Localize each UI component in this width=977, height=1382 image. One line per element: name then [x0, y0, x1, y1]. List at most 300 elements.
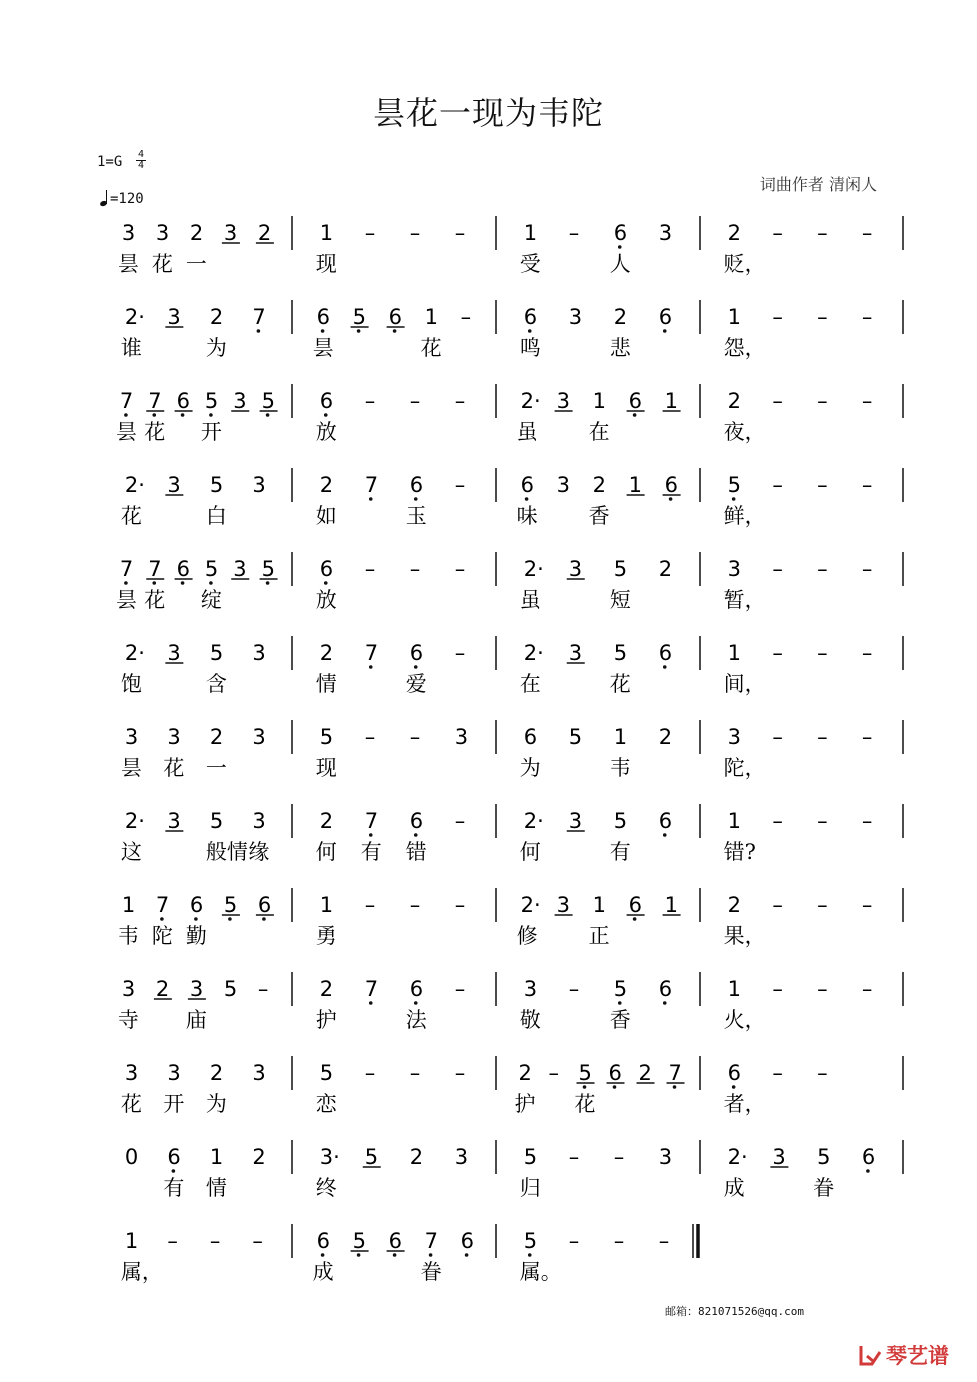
low-octave-dot: [673, 1085, 677, 1089]
low-octave-dot: [618, 1001, 622, 1005]
jianpu-note: –: [454, 221, 466, 245]
jianpu-note: 6: [388, 305, 402, 329]
jianpu-note: 6: [727, 1061, 742, 1085]
jianpu-note: 3·: [319, 1145, 340, 1169]
jianpu-note: 2·: [523, 557, 544, 581]
jianpu-note: 7: [364, 977, 379, 1001]
jianpu-note: –: [861, 809, 873, 833]
jianpu-note: 1: [592, 893, 606, 917]
jianpu-note: 3: [223, 221, 238, 245]
jianpu-note: 3: [658, 221, 673, 245]
jianpu-note: 3: [167, 305, 181, 329]
jianpu-note: –: [409, 725, 421, 749]
jianpu-note: –: [861, 725, 873, 749]
lyric-char: 火，: [723, 1008, 766, 1032]
jianpu-note: 5: [364, 1145, 379, 1169]
jianpu-note: 6: [409, 977, 424, 1001]
low-octave-dot: [528, 1253, 532, 1257]
lyric-char: 一: [205, 756, 227, 780]
jianpu-note: –: [861, 977, 873, 1001]
jianpu-note: 3: [233, 389, 247, 413]
jianpu-note: 3: [167, 1061, 181, 1085]
jianpu-note: –: [409, 389, 421, 413]
low-octave-dot: [369, 497, 373, 501]
jianpu-note: –: [772, 1061, 783, 1085]
jianpu-note: –: [548, 1061, 559, 1085]
jianpu-note: 5: [261, 557, 275, 581]
jianpu-note: –: [861, 221, 873, 245]
logo-text: 琴艺谱: [886, 1344, 949, 1368]
lyric-char: 间，: [723, 672, 766, 696]
lyric-char: 夜，: [723, 420, 766, 444]
jianpu-note: 2: [638, 1061, 652, 1085]
jianpu-note: 1: [727, 305, 742, 329]
jianpu-note: –: [568, 1145, 580, 1169]
lyric-char: 暂，: [723, 588, 766, 612]
lyric-char: 昙: [115, 588, 137, 612]
jianpu-note: 3: [252, 725, 266, 749]
jianpu-note: 3: [556, 473, 570, 497]
jianpu-note: –: [817, 977, 828, 1001]
jianpu-note: –: [454, 557, 466, 581]
jianpu-note: 5: [204, 389, 219, 413]
lyric-char: 果，: [723, 924, 766, 948]
jianpu-note: 2: [592, 473, 606, 497]
jianpu-note: 3: [233, 557, 247, 581]
low-octave-dot: [209, 413, 213, 417]
low-octave-dot: [152, 581, 156, 585]
jianpu-note: 3: [556, 893, 570, 917]
lyric-char: 有: [163, 1176, 185, 1200]
jianpu-note: 3: [252, 1061, 266, 1085]
jianpu-note: –: [817, 557, 828, 581]
jianpu-note: 3: [523, 977, 538, 1001]
lyric-char: 正: [588, 924, 610, 948]
low-octave-dot: [583, 1085, 587, 1089]
jianpu-note: 7: [119, 557, 134, 581]
jianpu-note: 2: [209, 1061, 224, 1085]
jianpu-note: –: [364, 389, 376, 413]
jianpu-note: 2: [658, 725, 673, 749]
time-signature-top: 4: [137, 149, 145, 160]
jianpu-note: 7: [364, 473, 379, 497]
lyric-char: 花: [120, 504, 142, 528]
jianpu-note: 5: [727, 473, 742, 497]
jianpu-note: 2: [257, 221, 272, 245]
jianpu-note: 7: [148, 389, 162, 413]
lyric-char: 在: [588, 420, 610, 444]
lyric-char: 属，: [120, 1260, 163, 1284]
low-octave-dot: [663, 833, 667, 837]
lyric-char: 花: [574, 1092, 596, 1116]
jianpu-note: –: [613, 1145, 625, 1169]
low-octave-dot: [357, 329, 361, 333]
jianpu-note: 1: [124, 1229, 139, 1253]
lyric-char: 庙: [185, 1008, 207, 1032]
jianpu-note: 3: [121, 221, 136, 245]
jianpu-note: 2: [252, 1145, 266, 1169]
tempo-value: =120: [110, 191, 144, 207]
jianpu-note: 2: [189, 221, 204, 245]
jianpu-note: 3: [252, 473, 266, 497]
lyric-char: 缘: [248, 840, 270, 864]
low-octave-dot: [525, 497, 529, 501]
low-octave-dot: [414, 665, 418, 669]
jianpu-note: –: [409, 1061, 421, 1085]
low-octave-dot: [414, 833, 418, 837]
jianpu-note: 7: [364, 641, 379, 665]
jianpu-note: 5: [261, 389, 275, 413]
jianpu-note: 6: [176, 389, 190, 413]
jianpu-note: –: [861, 389, 873, 413]
jianpu-note: 3: [454, 725, 469, 749]
jianpu-note: 6: [608, 1061, 622, 1085]
low-octave-dot: [181, 413, 185, 417]
jianpu-note: 1: [613, 725, 628, 749]
jianpu-note: 5: [204, 557, 219, 581]
lyric-char: 花: [420, 336, 442, 360]
jianpu-note: 6: [628, 893, 642, 917]
lyric-char: 归: [519, 1176, 541, 1200]
jianpu-note: –: [817, 1061, 828, 1085]
jianpu-note: 6: [189, 893, 204, 917]
jianpu-note: 7: [148, 557, 162, 581]
low-octave-dot: [324, 581, 328, 585]
lyric-char: 为: [205, 336, 227, 360]
lyric-char: 开: [163, 1092, 185, 1116]
jianpu-note: 6: [316, 305, 330, 329]
jianpu-note: –: [772, 221, 783, 245]
jianpu-note: –: [772, 305, 783, 329]
jianpu-note: 5: [352, 305, 366, 329]
jianpu-note: –: [817, 305, 828, 329]
low-octave-dot: [262, 917, 266, 921]
jianpu-note: 5: [209, 473, 224, 497]
low-octave-dot: [732, 497, 736, 501]
jianpu-note: 2: [727, 389, 742, 413]
logo-mark-icon: [858, 1342, 884, 1368]
jianpu-note: 2·: [523, 641, 544, 665]
jianpu-note: 6: [658, 809, 673, 833]
low-octave-dot: [209, 581, 213, 585]
jianpu-note: –: [409, 893, 421, 917]
jianpu-note: 3: [124, 725, 139, 749]
jianpu-note: 3: [658, 1145, 673, 1169]
low-octave-dot: [324, 413, 328, 417]
low-octave-dot: [613, 1085, 617, 1089]
jianpu-note: 7: [364, 809, 379, 833]
jianpu-note: 2: [727, 893, 742, 917]
jianpu-note: –: [252, 1229, 263, 1253]
lyric-char: 敬: [519, 1008, 541, 1032]
jianpu-note: 3: [167, 641, 181, 665]
low-octave-dot: [160, 917, 164, 921]
low-octave-dot: [393, 1253, 397, 1257]
lyric-char: 成: [312, 1260, 334, 1284]
jianpu-note: –: [772, 641, 783, 665]
jianpu-note: 2·: [727, 1145, 748, 1169]
jianpu-note: 6: [167, 1145, 181, 1169]
low-octave-dot: [369, 665, 373, 669]
lyric-char: 昙: [115, 420, 137, 444]
lyric-char: 花: [609, 672, 631, 696]
lyric-char: 终: [315, 1176, 337, 1200]
jianpu-note: –: [409, 221, 421, 245]
jianpu-note: 2: [319, 977, 334, 1001]
key-signature: 1=G: [97, 154, 123, 170]
jianpu-note: 2·: [124, 473, 145, 497]
jianpu-note: 6: [388, 1229, 402, 1253]
jianpu-note: 2·: [124, 809, 145, 833]
lyric-char: 花: [163, 756, 185, 780]
low-octave-dot: [669, 497, 673, 501]
jianpu-note: –: [772, 725, 783, 749]
jianpu-note: 2: [613, 305, 628, 329]
jianpu-note: 5: [209, 641, 224, 665]
jianpu-note: –: [364, 221, 376, 245]
lyric-char: 寺: [117, 1008, 139, 1032]
jianpu-note: 5: [613, 641, 628, 665]
jianpu-note: –: [817, 725, 828, 749]
jianpu-note: –: [454, 977, 466, 1001]
jianpu-note: 1: [121, 893, 136, 917]
jianpu-note: 2: [658, 557, 673, 581]
jianpu-note: –: [817, 221, 828, 245]
jianpu-note: 3: [124, 1061, 139, 1085]
jianpu-note: 2: [518, 1061, 532, 1085]
jianpu-note: –: [454, 389, 466, 413]
lyric-char: 何: [519, 840, 541, 864]
lyric-char: 放: [315, 420, 337, 444]
jianpu-note: 6: [861, 1145, 876, 1169]
lyric-char: 眷: [420, 1260, 442, 1284]
jianpu-note: 6: [523, 725, 538, 749]
low-octave-dot: [181, 581, 185, 585]
lyric-char: 韦: [609, 756, 631, 780]
jianpu-note: 6: [409, 641, 424, 665]
low-octave-dot: [663, 1001, 667, 1005]
jianpu-note: 6: [628, 389, 642, 413]
jianpu-note: 1: [424, 305, 438, 329]
jianpu-note: 1: [664, 389, 678, 413]
jianpu-note: –: [209, 1229, 221, 1253]
jianpu-note: –: [364, 1061, 376, 1085]
jianpu-note: –: [861, 557, 873, 581]
low-octave-dot: [663, 329, 667, 333]
jianpu-note: 2: [409, 1145, 424, 1169]
jianpu-note: –: [460, 305, 472, 329]
lyric-char: 鸣: [519, 336, 541, 360]
jianpu-note: 5: [613, 977, 628, 1001]
lyric-char: 饱: [120, 672, 142, 696]
jianpu-note: –: [568, 977, 580, 1001]
jianpu-note: –: [817, 893, 828, 917]
jianpu-note: 5: [209, 809, 224, 833]
lyric-char: 错: [405, 840, 427, 864]
lyric-char: 花: [120, 1092, 142, 1116]
jianpu-note: 6: [658, 305, 673, 329]
lyric-char: 味: [516, 504, 538, 528]
jianpu-note: 3: [556, 389, 570, 413]
jianpu-note: 0: [124, 1145, 139, 1169]
low-octave-dot: [633, 413, 637, 417]
jianpu-note: 1: [523, 221, 538, 245]
jianpu-note: 3: [167, 473, 181, 497]
lyric-char: 花: [151, 252, 173, 276]
low-octave-dot: [321, 1253, 325, 1257]
jianpu-note: –: [454, 1061, 466, 1085]
jianpu-note: 2·: [124, 641, 145, 665]
jianpu-note: 3: [167, 809, 181, 833]
lyric-char: 者，: [723, 1092, 766, 1116]
low-octave-dot: [732, 1085, 736, 1089]
jianpu-note: 2: [209, 725, 224, 749]
jianpu-note: –: [409, 557, 421, 581]
jianpu-note: –: [772, 473, 783, 497]
low-octave-dot: [124, 581, 128, 585]
lyric-char: 爱: [405, 672, 427, 696]
jianpu-note: 6: [658, 641, 673, 665]
low-octave-dot: [663, 665, 667, 669]
lyric-char: 虽: [519, 588, 541, 612]
jianpu-note: 3: [568, 305, 583, 329]
jianpu-note: 6: [316, 1229, 330, 1253]
low-octave-dot: [528, 329, 532, 333]
jianpu-note: 6: [176, 557, 190, 581]
lyric-char: 护: [514, 1092, 536, 1116]
jianpu-note: 5: [352, 1229, 366, 1253]
lyric-char: 虽: [516, 420, 538, 444]
low-octave-dot: [194, 917, 198, 921]
low-octave-dot: [618, 245, 622, 249]
lyric-char: 香: [588, 504, 610, 528]
jianpu-note: 2: [209, 305, 224, 329]
lyric-char: 何: [315, 840, 337, 864]
jianpu-note: 6: [319, 389, 334, 413]
low-octave-dot: [228, 917, 232, 921]
jianpu-note: –: [568, 1229, 580, 1253]
jianpu-note: –: [364, 893, 376, 917]
lyric-char: 陀: [151, 924, 173, 948]
jianpu-note: 6: [658, 977, 673, 1001]
jianpu-note: 3: [167, 725, 181, 749]
jianpu-note: 3: [121, 977, 136, 1001]
jianpu-note: 2·: [523, 809, 544, 833]
jianpu-note: –: [257, 977, 269, 1001]
lyric-char: 玉: [405, 504, 427, 528]
jianpu-note: 3: [727, 725, 742, 749]
lyric-char: 成: [723, 1176, 745, 1200]
jianpu-note: –: [772, 893, 783, 917]
lyric-char: 错?: [723, 840, 756, 864]
lyric-char: 为: [205, 1092, 227, 1116]
jianpu-note: 1: [727, 977, 742, 1001]
jianpu-note: 1: [727, 809, 742, 833]
jianpu-note: 2: [155, 977, 170, 1001]
lyric-char: 一: [185, 252, 207, 276]
jianpu-note: –: [772, 557, 783, 581]
jianpu-note: 2: [319, 641, 334, 665]
low-octave-dot: [465, 1253, 469, 1257]
lyric-char: 法: [405, 1008, 427, 1032]
lyric-char: 护: [315, 1008, 337, 1032]
lyric-char: 绽: [200, 588, 222, 612]
jianpu-note: 7: [155, 893, 170, 917]
jianpu-note: –: [861, 305, 873, 329]
composer-credit: 词曲作者 清闲人: [759, 175, 877, 194]
jianpu-note: 7: [119, 389, 134, 413]
lyric-char: 陀，: [723, 756, 766, 780]
lyric-char: 现: [315, 252, 337, 276]
low-octave-dot: [429, 1253, 433, 1257]
lyric-char: 放: [315, 588, 337, 612]
lyric-char: 昙: [117, 252, 139, 276]
jianpu-note: –: [772, 977, 783, 1001]
jianpu-note: 5: [613, 809, 628, 833]
jianpu-note: –: [454, 641, 466, 665]
jianpu-note: 3: [727, 557, 742, 581]
jianpu-note: 5: [578, 1061, 592, 1085]
low-octave-dot: [369, 1001, 373, 1005]
jianpu-note: 1: [592, 389, 606, 413]
jianpu-note: 3: [155, 221, 170, 245]
lyric-char: 短: [609, 588, 631, 612]
lyric-char: 韦: [117, 924, 139, 948]
time-signature-bottom: 4: [137, 160, 145, 171]
lyric-char: 情: [315, 672, 337, 696]
site-logo: [858, 1339, 958, 1371]
jianpu-note: 6: [520, 473, 534, 497]
jianpu-note: 3: [772, 1145, 786, 1169]
lyric-char: 情: [205, 1176, 227, 1200]
lyric-char: 怨，: [723, 336, 766, 360]
lyric-char: 在: [519, 672, 541, 696]
jianpu-note: 2·: [124, 305, 145, 329]
lyric-char: 勤: [185, 924, 207, 948]
jianpu-note: 2: [319, 809, 334, 833]
lyric-char: 白: [205, 504, 227, 528]
jianpu-note: 5: [223, 977, 238, 1001]
jianpu-note: 2·: [520, 893, 541, 917]
jianpu-note: 5: [568, 725, 583, 749]
jianpu-note: –: [772, 809, 783, 833]
jianpu-note: 5: [523, 1145, 538, 1169]
lyric-char: 恋: [315, 1092, 337, 1116]
jianpu-note: 7: [424, 1229, 438, 1253]
lyric-char: 人: [609, 252, 631, 276]
low-octave-dot: [321, 329, 325, 333]
lyric-char: 眷: [813, 1176, 835, 1200]
contact-email: 邮箱：821071526@qq.com: [665, 1305, 804, 1318]
jianpu-note: –: [817, 389, 828, 413]
jianpu-note: 2: [319, 473, 334, 497]
jianpu-note: 1: [209, 1145, 224, 1169]
jianpu-note: –: [658, 1229, 670, 1253]
jianpu-note: –: [817, 473, 828, 497]
jianpu-note: –: [167, 1229, 178, 1253]
jianpu-note: 3: [568, 809, 583, 833]
low-octave-dot: [257, 329, 261, 333]
jianpu-note: –: [613, 1229, 625, 1253]
jianpu-note: 3: [568, 557, 583, 581]
jianpu-note: 3: [252, 809, 266, 833]
lyric-char: 含: [205, 672, 227, 696]
jianpu-note: 5: [319, 1061, 334, 1085]
jianpu-note: 1: [319, 893, 334, 917]
low-octave-dot: [357, 1253, 361, 1257]
jianpu-note: 6: [319, 557, 334, 581]
low-octave-dot: [633, 917, 637, 921]
